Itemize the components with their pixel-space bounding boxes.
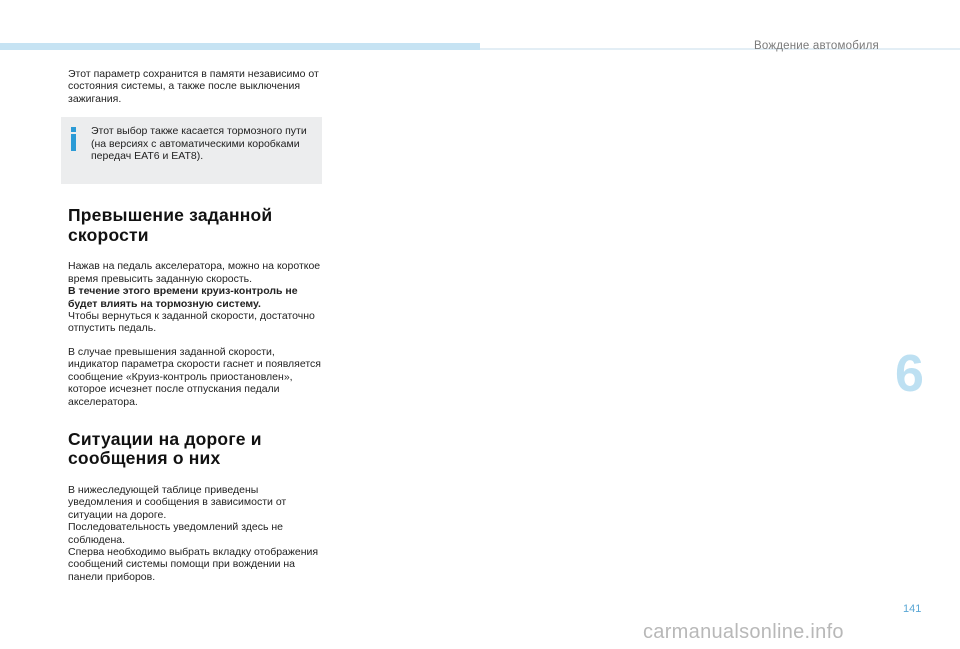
header-accent-bar [0,43,480,50]
road-paragraph-2: Последовательность уведомлений здесь не соблюдена. [68,521,284,546]
content-column [68,68,326,583]
heading-overspeed [68,206,326,245]
page-number: 141 [903,603,922,615]
overspeed-paragraph-1 [68,260,326,334]
watermark: carmanualsonline.info [643,621,844,643]
chapter-number: 6 [895,345,924,403]
overspeed-tail-text: Чтобы вернуться к заданной скорости, достаточно отпустить педаль. [68,310,315,335]
info-note-box [61,117,322,184]
overspeed-paragraph-2: В случае превышения заданной скорости, индикатор параметра скорости гаснет и появляется сообщение «Круиз-контроль приостановлен», которое исчезнет после отпускания педали акселератора. [68,345,321,408]
heading-road-situations [68,430,326,469]
heading-overspeed-line2: скорости [68,224,149,245]
heading-road-line2: сообщения о них [68,448,221,469]
intro-paragraph: Этот параметр сохранится в памяти независимо от состояния системы, а также после выключения зажигания. [68,68,319,105]
section-title: Вождение автомобиля [754,40,879,52]
overspeed-text: Нажав на педаль акселератора, можно на короткое время превысить заданную скорость. [68,260,321,285]
heading-overspeed-line1: Превышение заданной [68,205,273,226]
road-paragraph-1: В нижеследующей таблице приведены уведомления и сообщения в зависимости от ситуации на дороге. [68,483,287,521]
overspeed-bold-text: В течение этого времени круиз-контроль не будет влиять на тормозную систему. [68,285,298,310]
info-icon [71,127,77,151]
heading-road-line1: Ситуации на дороге и [68,428,262,449]
road-paragraph-3: Сперва необходимо выбрать вкладку отображения сообщений системы помощи при вождении на панели приборов. [68,545,319,583]
note-text: Этот выбор также касается тормозного пути (на версиях с автоматическими коробками передач EAT6 и EAT8). [91,125,307,163]
header-divider-line [480,48,960,50]
